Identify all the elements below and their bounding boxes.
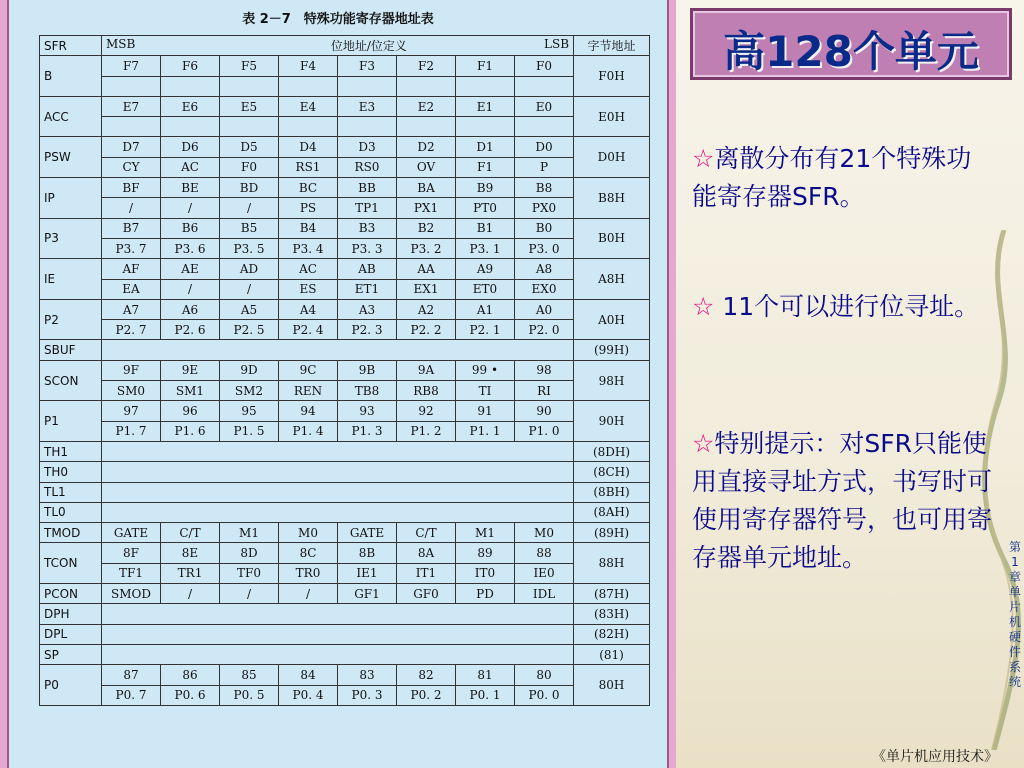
- bit-cell: P3. 1: [456, 238, 515, 258]
- bit-cell: PS: [279, 198, 338, 218]
- bit-cell: A7: [102, 299, 161, 319]
- bit-cell: B3: [338, 218, 397, 238]
- bit-cell: RB8: [397, 381, 456, 401]
- bit-cell: IT0: [456, 563, 515, 583]
- bit-cell: EX0: [515, 279, 574, 299]
- bit-cell: P3. 0: [515, 238, 574, 258]
- bit-cell: P1. 4: [279, 421, 338, 441]
- bit-cell: 82: [397, 665, 456, 685]
- bit-cell: SM1: [161, 381, 220, 401]
- bit-cell: P2. 0: [515, 320, 574, 340]
- bit-cell: BD: [220, 178, 279, 198]
- bit-cell: A3: [338, 299, 397, 319]
- bit-cell: TF1: [102, 563, 161, 583]
- bit-cell: 80: [515, 665, 574, 685]
- table-row: [40, 462, 650, 482]
- bit-cell: F0: [515, 56, 574, 76]
- bit-cell: F1: [456, 157, 515, 177]
- table-row: [40, 644, 650, 664]
- bit-cell: GF0: [397, 584, 456, 604]
- byte-address-cell: 90H: [574, 401, 650, 442]
- bit-cell: B5: [220, 218, 279, 238]
- bit-cell: F2: [397, 56, 456, 76]
- table-area: [7, 0, 669, 768]
- table-row: [40, 482, 650, 502]
- bit-cell: P2. 5: [220, 320, 279, 340]
- bit-cell: 8F: [102, 543, 161, 563]
- bullet-1: [692, 140, 992, 216]
- table-row: [40, 685, 650, 705]
- bit-cell: [397, 76, 456, 96]
- bit-cell: D6: [161, 137, 220, 157]
- bit-cell: /: [102, 198, 161, 218]
- bit-cell: 8E: [161, 543, 220, 563]
- byte-address-cell: (81): [574, 644, 650, 664]
- bit-cell: B7: [102, 218, 161, 238]
- chapter-caption: 第1章 单片机硬件系统: [1008, 540, 1021, 689]
- bit-cell: [456, 117, 515, 137]
- bit-cell: P0. 6: [161, 685, 220, 705]
- byte-address-cell: (89H): [574, 523, 650, 543]
- bit-cell: D0: [515, 137, 574, 157]
- table-row: [40, 238, 650, 258]
- sfr-name-cell: DPL: [40, 624, 102, 644]
- sfr-name-cell: PCON: [40, 584, 102, 604]
- bit-cell: GF1: [338, 584, 397, 604]
- header-byte-address: 字节地址: [574, 36, 650, 56]
- bit-cell: 98: [515, 360, 574, 380]
- bit-cell: 9F: [102, 360, 161, 380]
- book-title: 《单片机应用技术》: [872, 749, 998, 765]
- table-row: [40, 401, 650, 421]
- byte-address-cell: (8CH): [574, 462, 650, 482]
- star-icon: ☆: [692, 144, 715, 173]
- bit-cell: ET0: [456, 279, 515, 299]
- bit-cell: A0: [515, 299, 574, 319]
- bit-cell: [515, 117, 574, 137]
- bit-cell: [397, 117, 456, 137]
- bit-cell: RI: [515, 381, 574, 401]
- bit-cell: /: [220, 584, 279, 604]
- bit-cell-empty: [102, 624, 574, 644]
- bit-cell: P: [515, 157, 574, 177]
- bit-cell: IDL: [515, 584, 574, 604]
- bit-cell: AC: [279, 259, 338, 279]
- bit-cell: 94: [279, 401, 338, 421]
- bit-cell: P0. 3: [338, 685, 397, 705]
- table-row: [40, 604, 650, 624]
- header-msb: MSB: [106, 37, 136, 52]
- bit-cell: B2: [397, 218, 456, 238]
- sfr-name-cell: TMOD: [40, 523, 102, 543]
- sfr-name-cell: TL1: [40, 482, 102, 502]
- bit-cell: P0. 5: [220, 685, 279, 705]
- bit-cell: P2. 3: [338, 320, 397, 340]
- bit-cell: E7: [102, 96, 161, 116]
- bit-cell: A1: [456, 299, 515, 319]
- table-row: [40, 259, 650, 279]
- bit-cell: [279, 76, 338, 96]
- bit-cell: RS0: [338, 157, 397, 177]
- bit-cell: 81: [456, 665, 515, 685]
- bit-cell: E3: [338, 96, 397, 116]
- bit-cell: 86: [161, 665, 220, 685]
- table-row: [40, 665, 650, 685]
- table-row: [40, 320, 650, 340]
- bit-cell: P0. 4: [279, 685, 338, 705]
- bit-cell: [102, 76, 161, 96]
- sfr-name-cell: DPH: [40, 604, 102, 624]
- bit-cell: A5: [220, 299, 279, 319]
- table-row: [40, 381, 650, 401]
- bullet-2: [692, 288, 992, 326]
- bit-cell: [102, 117, 161, 137]
- bit-cell: 97: [102, 401, 161, 421]
- bit-cell: EA: [102, 279, 161, 299]
- sfr-name-cell: B: [40, 56, 102, 97]
- bit-cell: 8B: [338, 543, 397, 563]
- bit-cell: F6: [161, 56, 220, 76]
- bit-cell: AA: [397, 259, 456, 279]
- bit-cell: D7: [102, 137, 161, 157]
- table-row: [40, 157, 650, 177]
- bit-cell: E5: [220, 96, 279, 116]
- bit-cell: [515, 76, 574, 96]
- bit-cell: B9: [456, 178, 515, 198]
- bit-cell: IE0: [515, 563, 574, 583]
- table-row: [40, 218, 650, 238]
- bit-cell: SM0: [102, 381, 161, 401]
- bit-cell: /: [161, 279, 220, 299]
- bit-cell: AE: [161, 259, 220, 279]
- sfr-name-cell: SCON: [40, 360, 102, 401]
- bit-cell: 93: [338, 401, 397, 421]
- bit-cell: F3: [338, 56, 397, 76]
- bit-cell: BF: [102, 178, 161, 198]
- star-icon: ☆: [692, 292, 715, 321]
- slide-title: 高128个单元: [723, 27, 979, 76]
- bit-cell: PT0: [456, 198, 515, 218]
- table-row: [40, 421, 650, 441]
- bit-cell: P3. 7: [102, 238, 161, 258]
- byte-address-cell: E0H: [574, 96, 650, 137]
- bit-cell-empty: [102, 340, 574, 360]
- bit-cell: B8: [515, 178, 574, 198]
- bit-cell: TR1: [161, 563, 220, 583]
- bit-cell: D4: [279, 137, 338, 157]
- bit-cell: [220, 117, 279, 137]
- star-icon: ☆: [692, 429, 715, 458]
- bit-cell: /: [161, 198, 220, 218]
- bit-cell: REN: [279, 381, 338, 401]
- byte-address-cell: (87H): [574, 584, 650, 604]
- bit-cell: [338, 76, 397, 96]
- bit-cell: 9B: [338, 360, 397, 380]
- sfr-name-cell: ACC: [40, 96, 102, 137]
- table-row: [40, 96, 650, 116]
- bullet-2-text: 11个可以进行位寻址。: [714, 292, 980, 321]
- bit-cell: P2. 7: [102, 320, 161, 340]
- bit-cell: D5: [220, 137, 279, 157]
- bit-cell: SMOD: [102, 584, 161, 604]
- table-row: [40, 137, 650, 157]
- bit-cell: F0: [220, 157, 279, 177]
- header-lsb: LSB: [544, 37, 570, 52]
- bit-cell: P1. 5: [220, 421, 279, 441]
- bit-cell: /: [220, 279, 279, 299]
- bit-cell: RS1: [279, 157, 338, 177]
- bit-cell: D3: [338, 137, 397, 157]
- bit-cell: [161, 76, 220, 96]
- bit-cell: P3. 3: [338, 238, 397, 258]
- byte-address-cell: B8H: [574, 178, 650, 219]
- bit-cell: AD: [220, 259, 279, 279]
- bit-cell: 9E: [161, 360, 220, 380]
- bit-cell: P0. 7: [102, 685, 161, 705]
- bit-cell: A8: [515, 259, 574, 279]
- bit-cell: E2: [397, 96, 456, 116]
- bit-cell: BB: [338, 178, 397, 198]
- byte-address-cell: (8DH): [574, 441, 650, 461]
- bit-cell: /: [279, 584, 338, 604]
- bit-cell: AB: [338, 259, 397, 279]
- bit-cell: AF: [102, 259, 161, 279]
- bit-cell: B4: [279, 218, 338, 238]
- table-row: [40, 178, 650, 198]
- bit-cell: TR0: [279, 563, 338, 583]
- bit-cell: 84: [279, 665, 338, 685]
- table-row: [40, 340, 650, 360]
- table-row: [40, 523, 650, 543]
- table-row: [40, 76, 650, 96]
- table-row: [40, 543, 650, 563]
- bit-cell: P1. 6: [161, 421, 220, 441]
- table-row: [40, 502, 650, 522]
- sfr-name-cell: P0: [40, 665, 102, 706]
- bit-cell: AC: [161, 157, 220, 177]
- bit-cell: P1. 0: [515, 421, 574, 441]
- sfr-name-cell: IP: [40, 178, 102, 219]
- header-bit-address: 位地址/位定义: [330, 39, 407, 54]
- bit-cell: PX1: [397, 198, 456, 218]
- bit-cell: P1. 7: [102, 421, 161, 441]
- bit-cell: F1: [456, 56, 515, 76]
- bit-cell: C/T: [161, 523, 220, 543]
- sfr-name-cell: SP: [40, 644, 102, 664]
- sfr-name-cell: TH0: [40, 462, 102, 482]
- table-header-row: [40, 36, 650, 56]
- table-caption: 表 2－7 特殊功能寄存器地址表: [242, 12, 434, 27]
- bit-cell: E1: [456, 96, 515, 116]
- bit-cell: [279, 117, 338, 137]
- bit-cell: P1. 1: [456, 421, 515, 441]
- bit-cell: 85: [220, 665, 279, 685]
- bit-cell: E4: [279, 96, 338, 116]
- bit-cell: P2. 6: [161, 320, 220, 340]
- bit-cell: BE: [161, 178, 220, 198]
- sfr-address-table: [39, 35, 650, 706]
- bit-cell: P2. 4: [279, 320, 338, 340]
- bit-cell: 89: [456, 543, 515, 563]
- bit-cell: TI: [456, 381, 515, 401]
- bit-cell: SM2: [220, 381, 279, 401]
- byte-address-cell: (99H): [574, 340, 650, 360]
- bit-cell: P2. 2: [397, 320, 456, 340]
- byte-address-cell: A0H: [574, 299, 650, 340]
- bit-cell: 9A: [397, 360, 456, 380]
- bit-cell: M1: [456, 523, 515, 543]
- bit-cell: F7: [102, 56, 161, 76]
- bit-cell: 91: [456, 401, 515, 421]
- bit-cell: PX0: [515, 198, 574, 218]
- byte-address-cell: F0H: [574, 56, 650, 97]
- bit-cell: 9C: [279, 360, 338, 380]
- table-body: [40, 56, 650, 706]
- bit-cell: P3. 5: [220, 238, 279, 258]
- table-row: [40, 563, 650, 583]
- bit-cell: F4: [279, 56, 338, 76]
- bit-cell: [220, 76, 279, 96]
- header-sfr: SFR: [40, 36, 102, 56]
- byte-address-cell: 80H: [574, 665, 650, 706]
- bit-cell: EX1: [397, 279, 456, 299]
- bit-cell: M1: [220, 523, 279, 543]
- bit-cell: 83: [338, 665, 397, 685]
- bit-cell: 8A: [397, 543, 456, 563]
- bit-cell: 95: [220, 401, 279, 421]
- bit-cell-empty: [102, 502, 574, 522]
- bit-cell: ES: [279, 279, 338, 299]
- sfr-name-cell: TL0: [40, 502, 102, 522]
- bit-cell: A4: [279, 299, 338, 319]
- table-row: [40, 299, 650, 319]
- bit-cell: P1. 3: [338, 421, 397, 441]
- bit-cell: P0. 2: [397, 685, 456, 705]
- bullet-1-text: 离散分布有21个特殊功能寄存器SFR。: [692, 144, 972, 211]
- bit-cell: BC: [279, 178, 338, 198]
- bit-cell: IT1: [397, 563, 456, 583]
- slide-text-panel: [676, 0, 1024, 768]
- bit-cell: [161, 117, 220, 137]
- bit-cell: OV: [397, 157, 456, 177]
- byte-address-cell: 88H: [574, 543, 650, 584]
- byte-address-cell: (8BH): [574, 482, 650, 502]
- bit-cell: B0: [515, 218, 574, 238]
- bit-cell: P1. 2: [397, 421, 456, 441]
- bit-cell: B6: [161, 218, 220, 238]
- bit-cell: D2: [397, 137, 456, 157]
- sfr-name-cell: PSW: [40, 137, 102, 178]
- bullet-3-text: 特别提示：对SFR只能使用直接寻址方式，书写时可使用寄存器符号，也可用寄存器单元地址。: [692, 429, 993, 572]
- bit-cell: 92: [397, 401, 456, 421]
- table-row: [40, 117, 650, 137]
- bit-cell: E6: [161, 96, 220, 116]
- bit-cell: D1: [456, 137, 515, 157]
- table-row: [40, 624, 650, 644]
- bit-cell: B1: [456, 218, 515, 238]
- sfr-name-cell: IE: [40, 259, 102, 300]
- bit-cell: P0. 0: [515, 685, 574, 705]
- bit-cell: 88: [515, 543, 574, 563]
- sfr-name-cell: P1: [40, 401, 102, 442]
- sfr-name-cell: SBUF: [40, 340, 102, 360]
- byte-address-cell: D0H: [574, 137, 650, 178]
- bit-cell: 8D: [220, 543, 279, 563]
- sfr-name-cell: TCON: [40, 543, 102, 584]
- bit-cell: ET1: [338, 279, 397, 299]
- bit-cell: 90: [515, 401, 574, 421]
- bit-cell: 8C: [279, 543, 338, 563]
- bit-cell-empty: [102, 604, 574, 624]
- bit-cell: [456, 76, 515, 96]
- table-row: [40, 279, 650, 299]
- sfr-name-cell: P2: [40, 299, 102, 340]
- bit-cell: A2: [397, 299, 456, 319]
- byte-address-cell: A8H: [574, 259, 650, 300]
- byte-address-cell: (83H): [574, 604, 650, 624]
- bit-cell: 96: [161, 401, 220, 421]
- bit-cell: /: [161, 584, 220, 604]
- bit-cell: CY: [102, 157, 161, 177]
- bit-cell: TP1: [338, 198, 397, 218]
- bit-cell: GATE: [102, 523, 161, 543]
- bit-cell: TB8: [338, 381, 397, 401]
- table-row: [40, 584, 650, 604]
- bit-cell: P2. 1: [456, 320, 515, 340]
- bit-cell: F5: [220, 56, 279, 76]
- bit-cell: C/T: [397, 523, 456, 543]
- bit-cell: 99 •: [456, 360, 515, 380]
- bit-cell: 87: [102, 665, 161, 685]
- sfr-name-cell: P3: [40, 218, 102, 259]
- bit-cell: 9D: [220, 360, 279, 380]
- bit-cell: PD: [456, 584, 515, 604]
- byte-address-cell: (8AH): [574, 502, 650, 522]
- bit-cell: P0. 1: [456, 685, 515, 705]
- byte-address-cell: (82H): [574, 624, 650, 644]
- bit-cell-empty: [102, 462, 574, 482]
- table-row: [40, 441, 650, 461]
- header-bits: [102, 36, 574, 56]
- table-row: [40, 56, 650, 76]
- bit-cell-empty: [102, 441, 574, 461]
- table-row: [40, 360, 650, 380]
- bit-cell: BA: [397, 178, 456, 198]
- sfr-name-cell: TH1: [40, 441, 102, 461]
- bit-cell: IE1: [338, 563, 397, 583]
- byte-address-cell: 98H: [574, 360, 650, 401]
- bit-cell: GATE: [338, 523, 397, 543]
- bit-cell: [338, 117, 397, 137]
- table-row: [40, 198, 650, 218]
- title-box: [690, 8, 1012, 80]
- bit-cell: A6: [161, 299, 220, 319]
- bit-cell: P3. 2: [397, 238, 456, 258]
- bullet-3: [692, 425, 992, 577]
- bit-cell: M0: [515, 523, 574, 543]
- bit-cell: E0: [515, 96, 574, 116]
- bit-cell: /: [220, 198, 279, 218]
- bit-cell-empty: [102, 482, 574, 502]
- bit-cell: M0: [279, 523, 338, 543]
- bit-cell: A9: [456, 259, 515, 279]
- bit-cell-empty: [102, 644, 574, 664]
- byte-address-cell: B0H: [574, 218, 650, 259]
- bit-cell: P3. 6: [161, 238, 220, 258]
- bit-cell: TF0: [220, 563, 279, 583]
- bit-cell: P3. 4: [279, 238, 338, 258]
